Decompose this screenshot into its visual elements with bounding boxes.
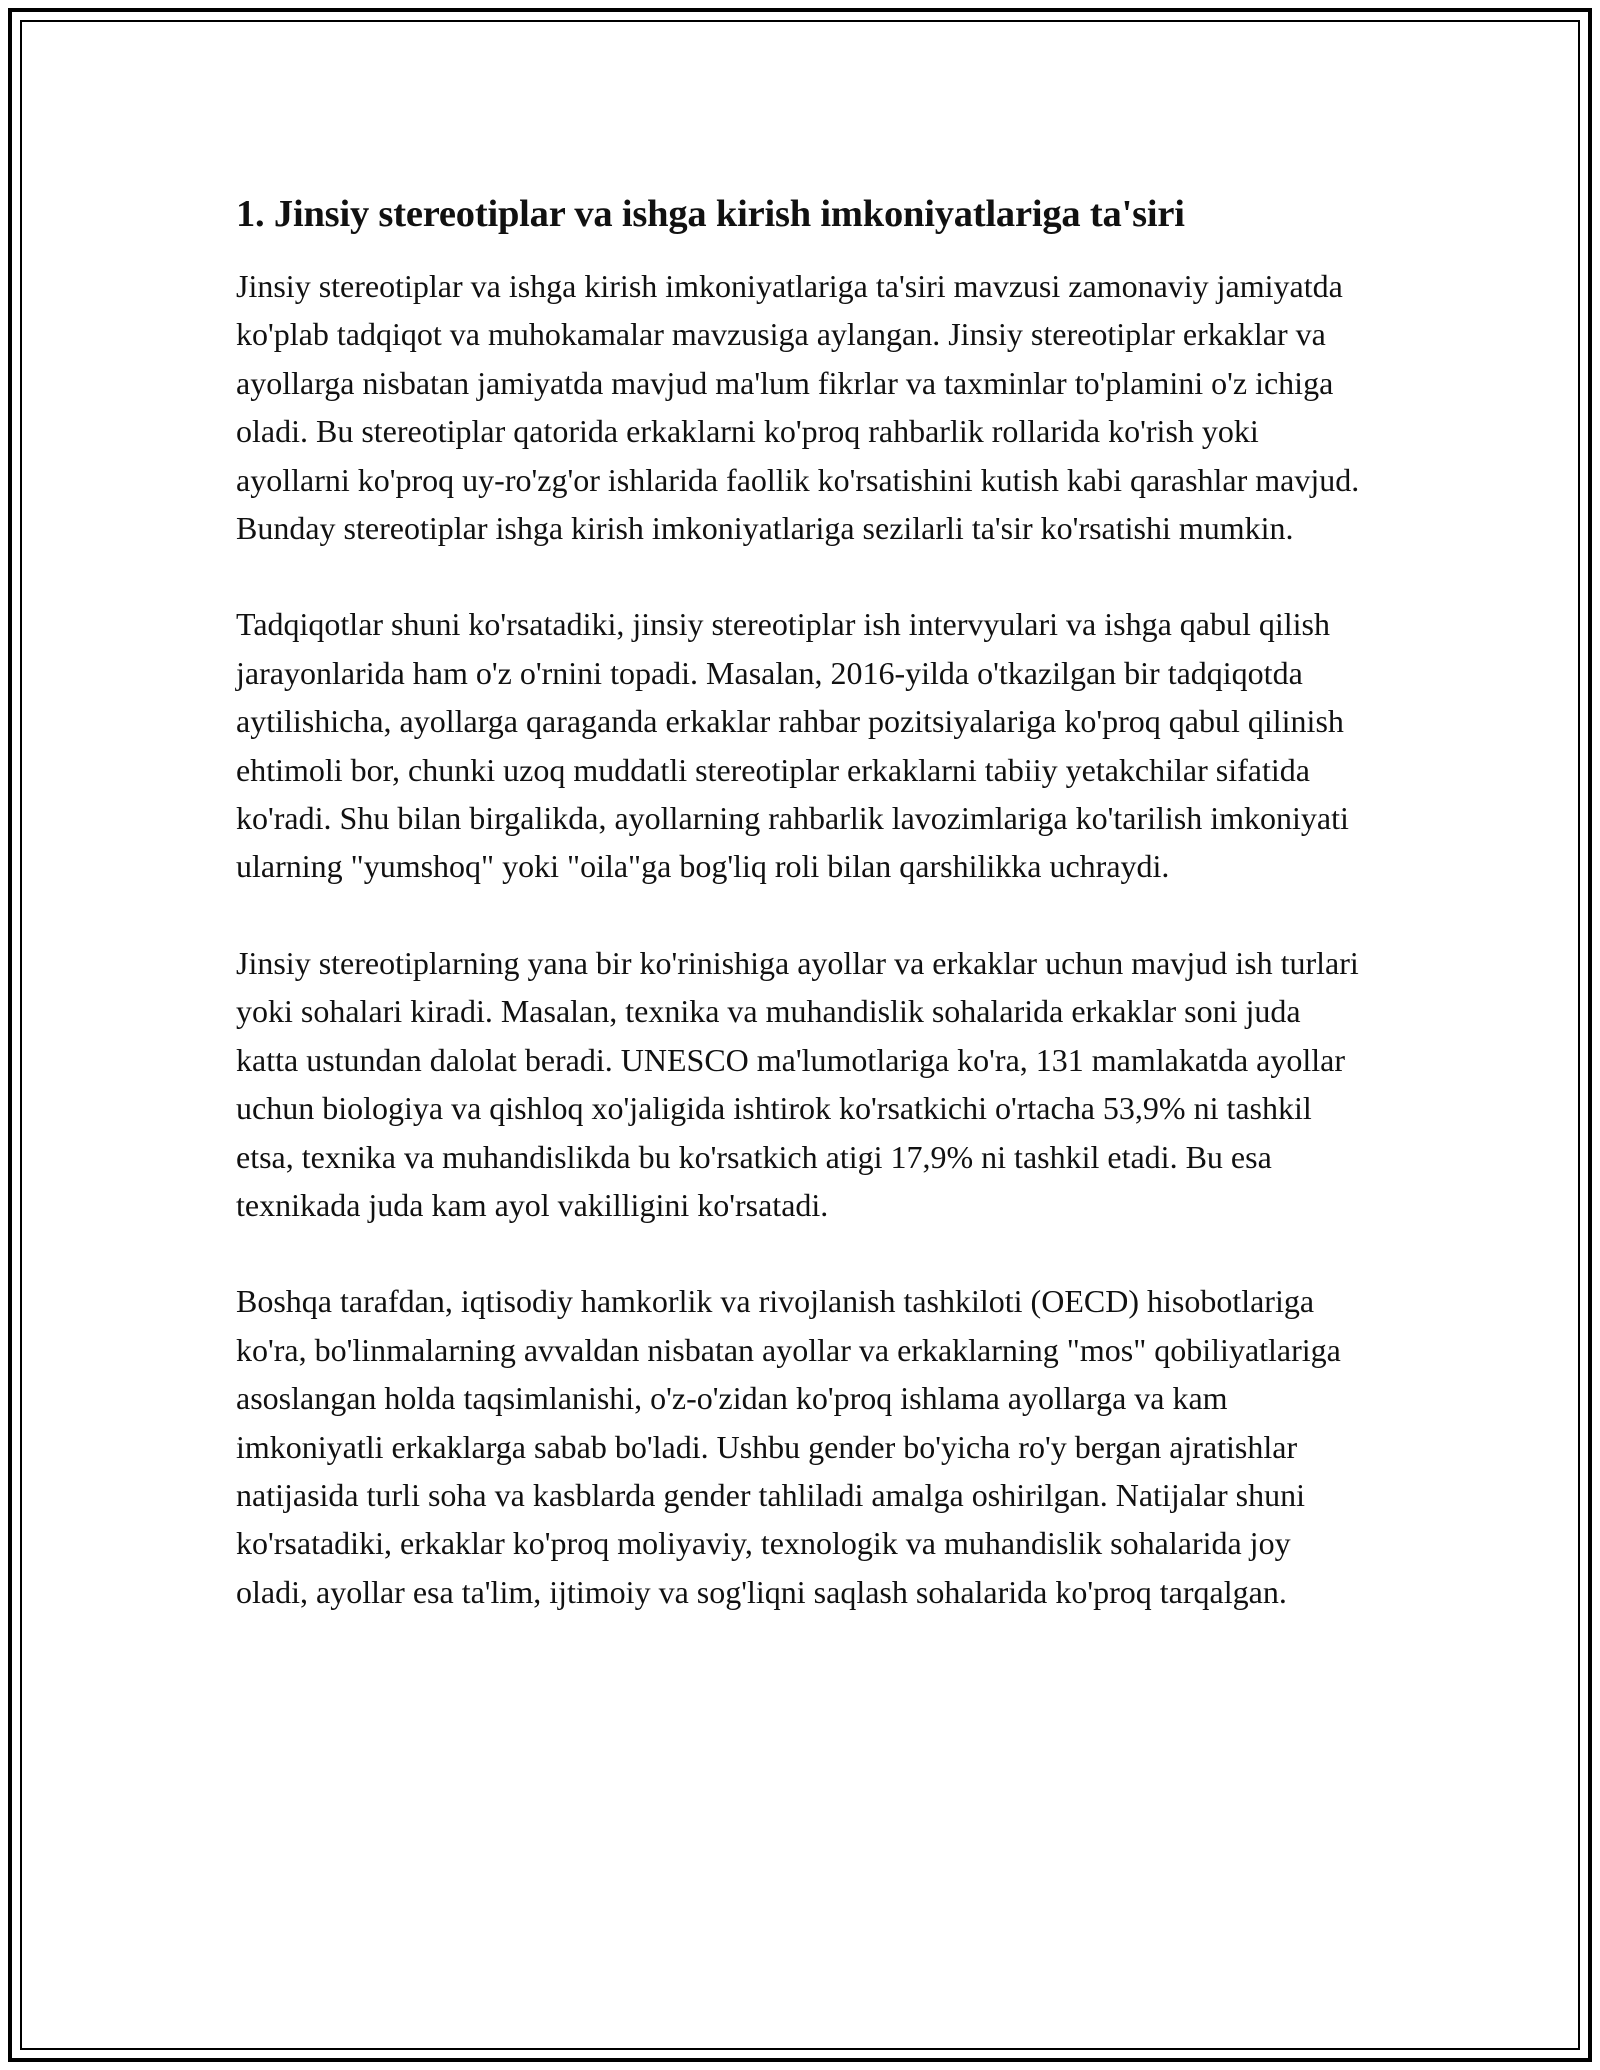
paragraph-4: Boshqa tarafdan, iqtisodiy hamkorlik va rivojlanish tashkiloti (OECD) hisobotlariga ko'ra, bo'linmalarning avvaldan nisbatan ayollar va erkaklarning "mos" qobiliyatlariga asoslangan holda taqsimlanishi, o'z-o'zidan ko'proq ishlama ayollarga va kam imkoniyatli erkaklarga sabab bo'ladi. Ushbu gender bo'yicha ro'y bergan ajratishlar natijasida turli soha va kasblarda gender tahliladi amalga oshirilgan. Natijalar shuni ko'rsatadiki, erkaklar ko'proq moliyaviy, texnologik va muhandislik sohalarida joy oladi, ayollar esa ta'lim, ijtimoiy va sog'liqni saqlash sohalarida ko'proq tarqalgan.	[236, 1283, 1341, 1610]
paragraph-1: Jinsiy stereotiplar va ishga kirish imkoniyatlariga ta'siri mavzusi zamonaviy jamiyatda ko'plab tadqiqot va muhokamalar mavzusiga aylangan. Jinsiy stereotiplar erkaklar va ayollarga nisbatan jamiyatda mavjud ma'lum fikrlar va taxminlar to'plamini o'z ichiga oladi. Bu stereotiplar qatorida erkaklarni ko'proq rahbarlik rollarida ko'rish yoki ayollarni ko'proq uy-ro'zg'or ishlarida faollik ko'rsatishini kutish kabi qarashlar mavjud. Bunday stereotiplar ishga kirish imkoniyatlariga sezilarli ta'sir ko'rsatishi mumkin.	[236, 268, 1360, 547]
paragraph-3: Jinsiy stereotiplarning yana bir ko'rinishiga ayollar va erkaklar uchun mavjud ish turlari yoki sohalari kiradi. Masalan, texnika va muhandislik sohalarida erkaklar soni juda katta ustundan dalolat beradi. UNESCO ma'lumotlariga ko'ra, 131 mamlakatda ayollar uchun biologiya va qishloq xo'jaligida ishtirok ko'rsatkichi o'rtacha 53,9% ni tashkil etsa, texnika va muhandislikda bu ko'rsatkich atigi 17,9% ni tashkil etadi. Bu esa texnikada juda kam ayol vakilligini ko'rsatadi.	[236, 944, 1359, 1223]
document-body	[236, 188, 1366, 1664]
paragraph-2: Tadqiqotlar shuni ko'rsatadiki, jinsiy stereotiplar ish intervyulari va ishga qabul qilish jarayonlarida ham o'z o'rnini topadi. Masalan, 2016-yilda o'tkazilgan bir tadqiqotda aytilishicha, ayollarga qaraganda erkaklar rahbar pozitsiyalariga ko'proq qabul qilinish ehtimoli bor, chunki uzoq muddatli stereotiplar erkaklarni tabiiy yetakchilar sifatida ko'radi. Shu bilan birgalikda, ayollarning rahbarlik lavozimlariga ko'tarilish imkoniyati ularning "yumshoq" yoki "oila"ga bog'liq roli bilan qarshilikka uchraydi.	[236, 606, 1349, 885]
section-heading: 1. Jinsiy stereotiplar va ishga kirish imkoniyatlariga ta'siri	[236, 193, 1185, 235]
